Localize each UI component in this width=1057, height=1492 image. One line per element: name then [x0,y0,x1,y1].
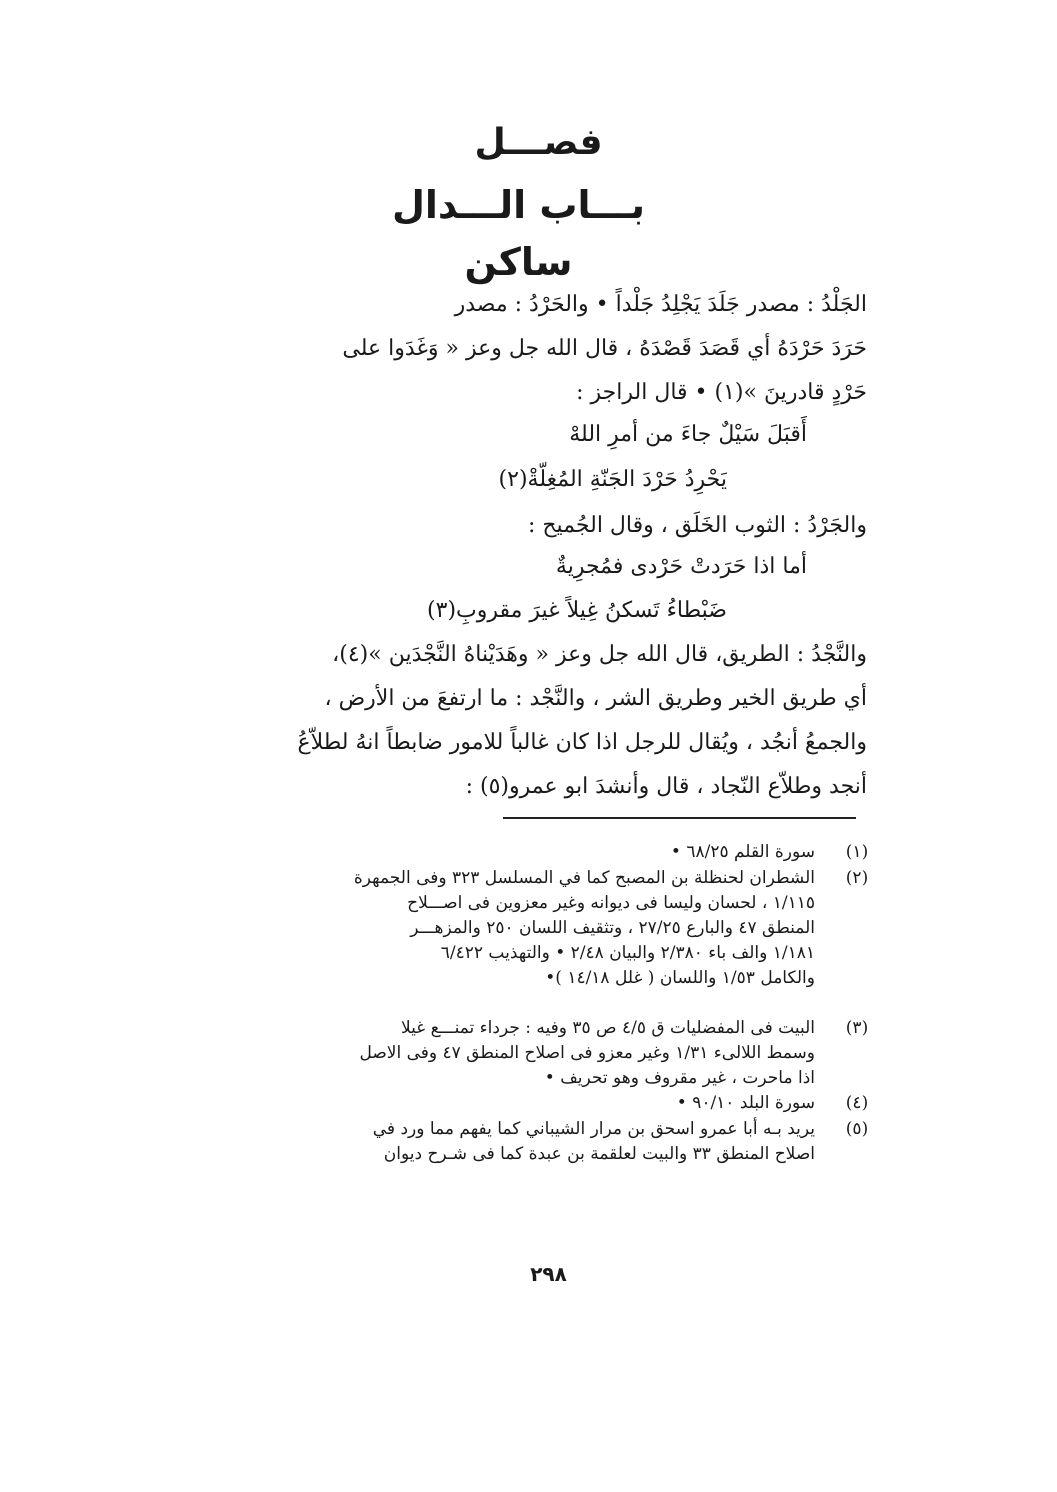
footnote-line: سورة البلد ٩٠/١٠ • [676,1093,815,1113]
footnote-line: ١/١٨١ والف باء ٢/٣٨٠ والبيان ٢/٤٨ • والتهذيب ٦/٤٢٢ [440,943,815,963]
footnote-number: (١) [845,842,869,862]
body-line: أي طريق الخير وطريق الشر ، والنَّجْد : ما ارتفعَ من الأرض ، [324,686,867,711]
footnote-line: يريد بـه أبا عمرو اسحق بن مرار الشيباني كما يفهم مما ورد في [372,1119,815,1139]
page-number: ٢٩٨ [530,1262,567,1286]
footnote-line: اذا ماحرت ، غير مقروف وهو تحريف • [544,1068,815,1088]
body-text [177,283,867,803]
footnote-number: (٥) [845,1119,869,1139]
footnote-line: والكامل ١/٥٣ واللسان ( غلل ١٤/١٨ )• [545,968,815,988]
section-heading: فصـــل [474,122,603,163]
footnote-line: الشطران لحنظلة بن المصبح كما في المسلسل ٣٢٣ وفى الجمهرة [353,868,815,888]
body-line: والنَّجْدُ : الطريق، قال الله جل وعز « وهَدَيْناهُ النَّجْدَين »(٤)، [332,642,867,667]
footnote-divider [503,817,856,819]
body-line: أنجد وطلاّع النّجاد ، قال وأنشدَ ابو عمرو(٥) : [465,774,867,799]
footnote-line: سورة القلم ٦٨/٢٥ • [670,842,815,862]
footnote-number: (٣) [845,1018,869,1038]
footnote-line: البيت فى المفضليات ق ٤/٥ ص ٣٥ وفيه : جرداء تمنـــع غيلا [401,1018,815,1038]
body-line: والجمعُ أنجُد ، ويُقال للرجل اذا كان غالباً للامور ضابطاً انهُ لطلاّعُ [297,730,867,755]
footnote-number: (٢) [845,868,869,888]
verse-line: يَحْرِدُ حَرْدَ الجَنّةِ المُغِلّةْ(٢) [498,467,727,492]
footnote-line: ١/١١٥ ، لحسان وليسا فى ديوانه وغير معزوين فى اصـــلاح [407,893,815,913]
footnote-line: المنطق ٤٧ والبارع ٢٧/٢٥ ، وتثقيف اللسان ٢٥٠ والمزهـــر [410,918,815,938]
footnote-line: وسمط اللالىء ١/٣١ وغير معزو فى اصلاح المنطق ٤٧ وفى الاصل [359,1043,815,1063]
verse-line: أَقبَلَ سَيْلٌ جاءَ من أمرِ اللهْ [569,422,807,447]
footnote-line: اصلاح المنطق ٣٣ والبيت لعلقمة بن عبدة كما فى شـرح ديوان [383,1144,815,1164]
verse-line: أما اذا حَرَدتْ حَرْدى فمُجرِيةٌ [555,554,807,579]
body-line: الجَلْدُ : مصدر جَلَدَ يَجْلِدُ جَلْداً • والحَرْدُ : مصدر [454,292,867,317]
body-line: حَرَدَ حَرْدَهُ أي قَصَدَ قَصْدَهُ ، قال الله جل وعز « وَغَدَوا على [342,336,867,361]
subsection-heading: ساكن [464,240,573,284]
body-line: حَرْدٍ قادرينَ »(١) • قال الراجز : [576,380,867,405]
footnote-number: (٤) [845,1093,869,1113]
verse-line: ضَبْطاءُ تَسكنُ غِيلاً غيرَ مقروبِ(٣) [427,598,727,623]
chapter-heading: بـــاب الـــدال [391,183,646,227]
body-line: والجَرْدُ : الثوب الخَلَق ، وقال الجُميح : [527,513,867,538]
